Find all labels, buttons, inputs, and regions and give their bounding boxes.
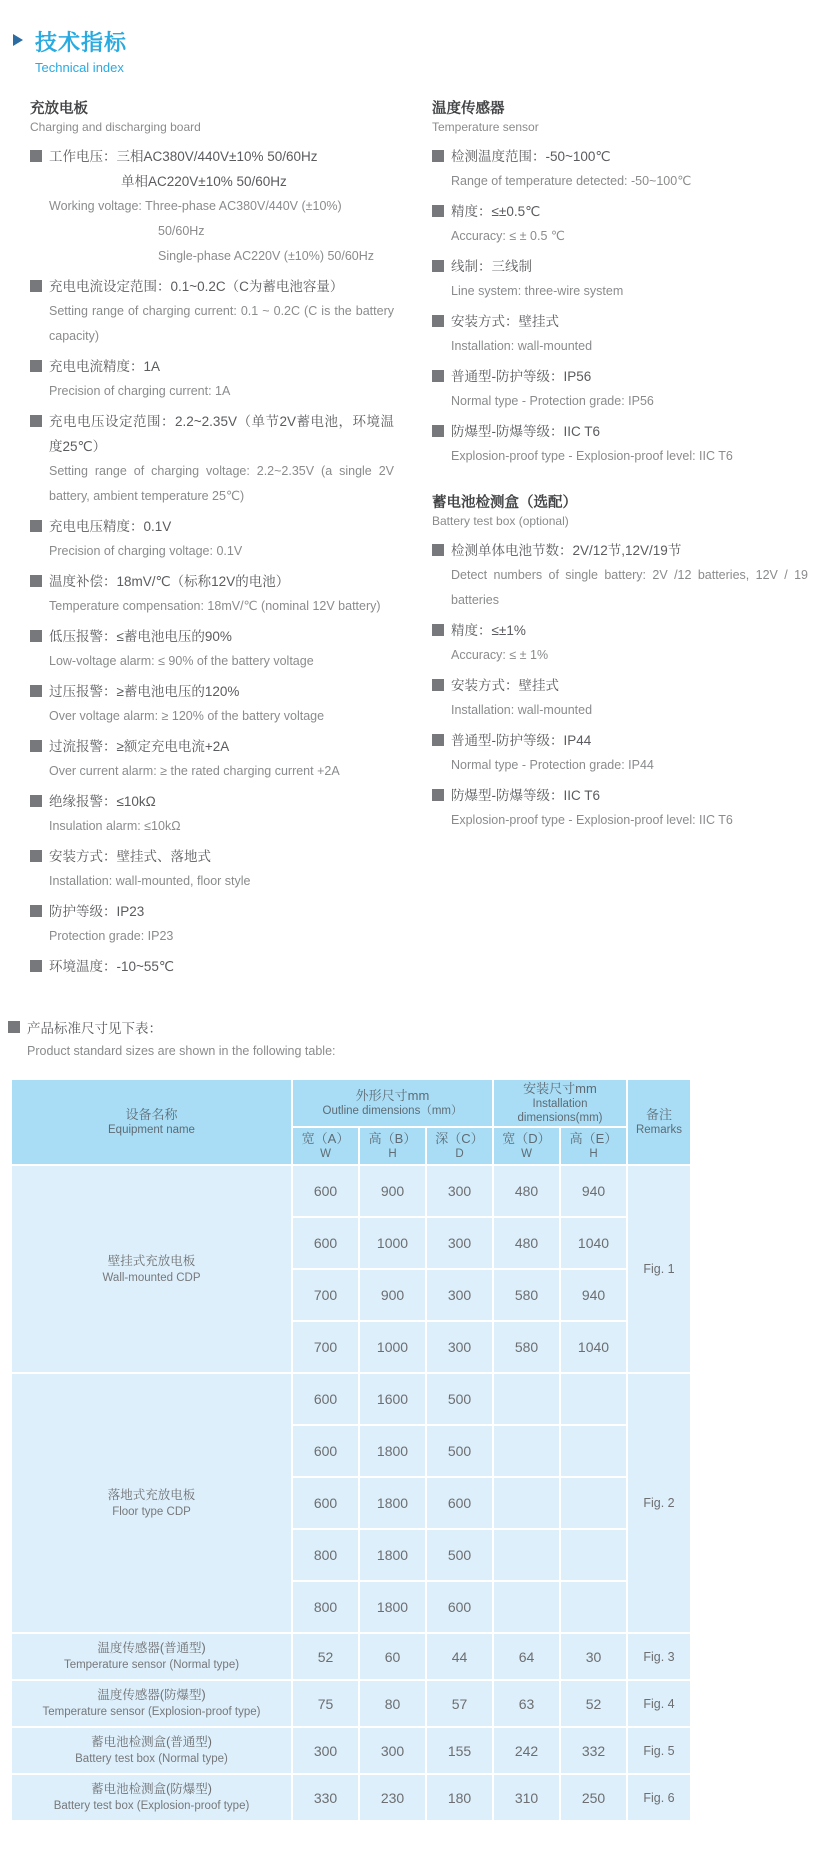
square-bullet-icon — [30, 740, 42, 752]
square-bullet-icon — [30, 360, 42, 372]
spec-en: Precision of charging voltage: 0.1V — [49, 544, 243, 558]
spec-en: Temperature compensation: 18mV/℃ (nominal 12V battery) — [49, 599, 381, 613]
dim-cell: 580 — [493, 1269, 560, 1321]
square-bullet-icon — [30, 850, 42, 862]
spec-en: Range of temperature detected: -50~100℃ — [451, 174, 692, 188]
spec-item-installation — [30, 844, 394, 894]
section-heading — [432, 491, 808, 528]
header-width-a — [292, 1127, 359, 1165]
spec-en: Protection grade: IP23 — [49, 929, 174, 943]
spec-zh: 充电电压设定范围：2.2~2.35V（单节2V蓄电池，环境温度25℃） — [49, 414, 394, 454]
spec-en: Detect numbers of single battery: 2V /12 batteries, 12V / 19 batteries — [451, 568, 808, 607]
equipment-name-cell — [11, 1680, 292, 1727]
square-bullet-icon — [432, 315, 444, 327]
spec-item-accuracy — [432, 199, 808, 249]
spec-en: Normal type - Protection grade: IP44 — [451, 758, 654, 772]
remark-cell: Fig. 3 — [627, 1633, 691, 1680]
spec-en: Setting range of charging current: 0.1 ~ 0.2C (C is the battery capacity) — [49, 304, 394, 343]
spec-en: Explosion-proof type - Explosion-proof level: IIC T6 — [451, 813, 733, 827]
dim-cell: 1600 — [359, 1373, 426, 1425]
spec-zh: 充电电流精度：1A — [49, 359, 161, 374]
dim-cell: 600 — [292, 1373, 359, 1425]
remark-cell: Fig. 2 — [627, 1373, 691, 1633]
spec-item-temperature-compensation — [30, 569, 394, 619]
dim-cell: 700 — [292, 1269, 359, 1321]
dim-cell: 1800 — [359, 1477, 426, 1529]
section-heading — [30, 97, 394, 134]
spec-en: Insulation alarm: ≤10kΩ — [49, 819, 181, 833]
equipment-name-cell — [11, 1727, 292, 1774]
spec-zh: 工作电压：三相AC380V/440V±10% 50/60Hz — [49, 149, 318, 164]
header-en: W — [320, 1148, 331, 1160]
spec-en: Installation: wall-mounted, floor style — [49, 874, 251, 888]
spec-zh: 检测单体电池节数：2V/12节,12V/19节 — [451, 543, 682, 558]
size-table — [10, 1078, 692, 1822]
dim-cell: 64 — [493, 1633, 560, 1680]
square-bullet-icon — [432, 260, 444, 272]
dim-cell: 580 — [493, 1321, 560, 1373]
dim-cell: 940 — [560, 1269, 627, 1321]
dim-cell — [560, 1529, 627, 1581]
equipment-name-cell — [11, 1165, 292, 1373]
spec-item-low-voltage-alarm — [30, 624, 394, 674]
equipment-zh: 温度传感器(防爆型) — [97, 1688, 206, 1702]
spec-zh: 充电电流设定范围：0.1~0.2C（C为蓄电池容量） — [49, 279, 344, 294]
dim-cell: 600 — [292, 1425, 359, 1477]
header-zh: 外形尺寸mm — [355, 1088, 430, 1103]
square-bullet-icon — [432, 624, 444, 636]
square-bullet-icon — [432, 544, 444, 556]
spec-zh: 防爆型-防爆等级：IIC T6 — [451, 424, 601, 439]
page-subtitle: Technical index — [35, 60, 124, 75]
spec-columns — [0, 97, 830, 984]
spec-zh: 防护等级：IP23 — [49, 904, 145, 919]
equipment-zh: 壁挂式充放电板 — [107, 1253, 196, 1268]
dim-cell — [560, 1425, 627, 1477]
header-height-e — [560, 1127, 627, 1165]
dim-cell: 1000 — [359, 1321, 426, 1373]
square-bullet-icon — [432, 370, 444, 382]
header-width-d — [493, 1127, 560, 1165]
note-en: Product standard sizes are shown in the following table: — [27, 1044, 336, 1058]
header-en: H — [388, 1148, 397, 1160]
equipment-en: Temperature sensor (Normal type) — [63, 1659, 240, 1671]
spec-item-over-current-alarm — [30, 734, 394, 784]
table-row — [11, 1727, 691, 1774]
dim-cell: 310 — [493, 1774, 560, 1821]
header-en: H — [589, 1148, 598, 1160]
spec-item-charge-voltage-range — [30, 409, 394, 509]
square-bullet-icon — [30, 280, 42, 292]
dim-cell: 600 — [426, 1581, 493, 1633]
square-bullet-icon — [30, 575, 42, 587]
spec-zh: 安装方式：壁挂式 — [451, 678, 559, 693]
spec-zh: 绝缘报警：≤10kΩ — [49, 794, 156, 809]
spec-item-explosion-proof-level — [432, 783, 808, 833]
spec-zh: 精度：≤±1% — [451, 623, 526, 638]
header-remarks — [627, 1079, 691, 1165]
dim-cell: 44 — [426, 1633, 493, 1680]
header-zh: 备注 — [645, 1107, 672, 1122]
dim-cell: 60 — [359, 1633, 426, 1680]
square-bullet-icon — [432, 425, 444, 437]
square-bullet-icon — [432, 679, 444, 691]
remark-cell: Fig. 1 — [627, 1165, 691, 1373]
dim-cell: 155 — [426, 1727, 493, 1774]
square-bullet-icon — [30, 960, 42, 972]
equipment-name-cell — [11, 1633, 292, 1680]
dim-cell: 480 — [493, 1217, 560, 1269]
header-zh: 设备名称 — [125, 1107, 178, 1122]
dim-cell — [560, 1581, 627, 1633]
dim-cell: 500 — [426, 1373, 493, 1425]
remark-cell: Fig. 4 — [627, 1680, 691, 1727]
spec-zh: 过压报警：≥蓄电池电压的120% — [49, 684, 240, 699]
spec-zh: 安装方式：壁挂式、落地式 — [49, 849, 211, 864]
dim-cell: 500 — [426, 1529, 493, 1581]
column-sensor-and-testbox — [432, 97, 808, 984]
section-title-en: Battery test box (optional) — [432, 514, 569, 528]
dim-cell: 230 — [359, 1774, 426, 1821]
spec-item-over-voltage-alarm — [30, 679, 394, 729]
dim-cell: 300 — [426, 1269, 493, 1321]
dim-cell: 300 — [426, 1217, 493, 1269]
spec-item-installation — [432, 673, 808, 723]
dim-cell: 800 — [292, 1581, 359, 1633]
header-installation-dimensions — [493, 1079, 627, 1127]
dim-cell — [493, 1373, 560, 1425]
header-outline-dimensions — [292, 1079, 493, 1127]
remark-cell: Fig. 5 — [627, 1727, 691, 1774]
square-bullet-icon — [30, 685, 42, 697]
header-depth-c — [426, 1127, 493, 1165]
square-bullet-icon — [30, 150, 42, 162]
spec-en-line2: 50/60Hz — [158, 224, 205, 238]
section-title-zh: 充放电板 — [30, 101, 88, 117]
spec-zh: 环境温度：-10~55℃ — [49, 959, 175, 974]
equipment-en: Temperature sensor (Explosion-proof type) — [42, 1706, 261, 1718]
dim-cell: 900 — [359, 1269, 426, 1321]
spec-item-battery-count — [432, 538, 808, 613]
spec-zh: 过流报警：≥额定充电电流+2A — [49, 739, 230, 754]
square-bullet-icon — [8, 1021, 20, 1033]
dim-cell — [493, 1581, 560, 1633]
square-bullet-icon — [30, 905, 42, 917]
spec-en: Explosion-proof type - Explosion-proof level: IIC T6 — [451, 449, 733, 463]
header-zh: 安装尺寸mm — [523, 1081, 597, 1096]
spec-item-explosion-proof-level — [432, 419, 808, 469]
header-zh: 高（B） — [368, 1131, 417, 1146]
spec-zh: 线制：三线制 — [451, 259, 532, 274]
doc-header — [13, 26, 830, 75]
square-bullet-icon — [432, 150, 444, 162]
spec-item-accuracy — [432, 618, 808, 668]
dim-cell: 1800 — [359, 1425, 426, 1477]
dim-cell: 332 — [560, 1727, 627, 1774]
square-bullet-icon — [30, 630, 42, 642]
equipment-name-cell — [11, 1774, 292, 1821]
dim-cell: 30 — [560, 1633, 627, 1680]
remark-cell: Fig. 6 — [627, 1774, 691, 1821]
header-en: D — [455, 1148, 464, 1160]
spec-zh-line2: 单相AC220V±10% 50/60Hz — [121, 174, 287, 189]
header-zh: 深（C） — [435, 1131, 484, 1146]
equipment-en: Battery test box (Normal type) — [75, 1753, 228, 1765]
dim-cell: 800 — [292, 1529, 359, 1581]
dim-cell: 700 — [292, 1321, 359, 1373]
table-header-row — [11, 1079, 691, 1127]
spec-zh: 普通型-防护等级：IP44 — [451, 733, 592, 748]
spec-en: Normal type - Protection grade: IP56 — [451, 394, 654, 408]
triangle-bullet-icon — [13, 34, 23, 46]
spec-en: Working voltage: Three-phase AC380V/440V (±10%) — [49, 199, 342, 213]
dim-cell: 242 — [493, 1727, 560, 1774]
dim-cell: 1040 — [560, 1217, 627, 1269]
dim-cell: 940 — [560, 1165, 627, 1217]
table-row — [11, 1680, 691, 1727]
square-bullet-icon — [432, 789, 444, 801]
page-title: 技术指标 — [35, 30, 128, 55]
spec-item-normal-protection-grade — [432, 728, 808, 778]
spec-zh: 精度：≤±0.5℃ — [451, 204, 541, 219]
equipment-name-cell — [11, 1373, 292, 1633]
spec-item-insulation-alarm — [30, 789, 394, 839]
spec-zh: 检测温度范围：-50~100℃ — [451, 149, 611, 164]
dim-cell: 300 — [292, 1727, 359, 1774]
dim-cell: 1040 — [560, 1321, 627, 1373]
spec-en: Installation: wall-mounted — [451, 339, 593, 353]
dim-cell: 80 — [359, 1680, 426, 1727]
spec-item-protection-grade — [30, 899, 394, 949]
spec-item-charge-current-precision — [30, 354, 394, 404]
spec-item-detect-range — [432, 144, 808, 194]
dim-cell: 52 — [292, 1633, 359, 1680]
section-title-zh: 温度传感器 — [432, 101, 505, 117]
spec-en: Precision of charging current: 1A — [49, 384, 231, 398]
equipment-zh: 蓄电池检测盒(防爆型) — [91, 1782, 212, 1796]
spec-zh: 普通型-防护等级：IP56 — [451, 369, 592, 384]
dim-cell: 75 — [292, 1680, 359, 1727]
equipment-en: Wall-mounted CDP — [102, 1271, 201, 1284]
dim-cell: 480 — [493, 1165, 560, 1217]
spec-zh: 充电电压精度：0.1V — [49, 519, 172, 534]
section-heading — [432, 97, 808, 134]
dim-cell: 600 — [292, 1217, 359, 1269]
square-bullet-icon — [432, 734, 444, 746]
square-bullet-icon — [30, 520, 42, 532]
spec-item-ambient-temperature — [30, 954, 394, 979]
dim-cell: 600 — [292, 1165, 359, 1217]
header-en: Outline dimensions（mm） — [322, 1105, 463, 1117]
dim-cell: 52 — [560, 1680, 627, 1727]
spec-item-working-voltage — [30, 144, 394, 269]
equipment-zh: 蓄电池检测盒(普通型) — [91, 1735, 212, 1749]
section-title-zh: 蓄电池检测盒（选配） — [432, 495, 577, 511]
spec-zh: 温度补偿：18mV/℃（标称12V的电池） — [49, 574, 290, 589]
header-en: Equipment name — [108, 1124, 195, 1136]
table-row — [11, 1165, 691, 1217]
dim-cell: 180 — [426, 1774, 493, 1821]
header-zh: 宽（A） — [301, 1131, 350, 1146]
section-title-en: Temperature sensor — [432, 120, 539, 134]
dim-cell: 63 — [493, 1680, 560, 1727]
dim-cell: 500 — [426, 1425, 493, 1477]
dim-cell: 250 — [560, 1774, 627, 1821]
spec-en: Accuracy: ≤ ± 0.5 ℃ — [451, 229, 565, 243]
header-en: Remarks — [635, 1124, 682, 1136]
table-note — [8, 1018, 830, 1062]
spec-zh: 防爆型-防爆等级：IIC T6 — [451, 788, 601, 803]
dim-cell: 330 — [292, 1774, 359, 1821]
dim-cell: 1800 — [359, 1529, 426, 1581]
spec-en-line3: Single-phase AC220V (±10%) 50/60Hz — [158, 249, 375, 263]
spec-en: Over voltage alarm: ≥ 120% of the battery voltage — [49, 709, 325, 723]
section-title-en: Charging and discharging board — [30, 120, 201, 134]
spec-en: Accuracy: ≤ ± 1% — [451, 648, 549, 662]
dim-cell — [560, 1373, 627, 1425]
spec-en: Line system: three-wire system — [451, 284, 624, 298]
dim-cell: 300 — [426, 1165, 493, 1217]
table-row — [11, 1633, 691, 1680]
dim-cell — [493, 1529, 560, 1581]
equipment-zh: 落地式充放电板 — [107, 1487, 196, 1502]
dim-cell: 300 — [426, 1321, 493, 1373]
spec-item-line-system — [432, 254, 808, 304]
equipment-en: Floor type CDP — [112, 1505, 191, 1518]
dim-cell: 900 — [359, 1165, 426, 1217]
spec-item-charge-current-range — [30, 274, 394, 349]
note-zh: 产品标准尺寸见下表： — [27, 1021, 162, 1036]
dim-cell — [493, 1477, 560, 1529]
dim-cell: 300 — [359, 1727, 426, 1774]
spec-en: Over current alarm: ≥ the rated charging current +2A — [49, 764, 340, 778]
dim-cell — [560, 1477, 627, 1529]
dim-cell: 600 — [426, 1477, 493, 1529]
spec-zh: 安装方式：壁挂式 — [451, 314, 559, 329]
spec-zh: 低压报警：≤蓄电池电压的90% — [49, 629, 232, 644]
spec-item-normal-protection-grade — [432, 364, 808, 414]
dim-cell: 600 — [292, 1477, 359, 1529]
title-wrap — [35, 26, 127, 75]
column-charging-board — [30, 97, 394, 984]
equipment-zh: 温度传感器(普通型) — [97, 1641, 206, 1655]
header-height-b — [359, 1127, 426, 1165]
spec-en: Low-voltage alarm: ≤ 90% of the battery voltage — [49, 654, 314, 668]
header-en: Installation dimensions(mm) — [517, 1098, 603, 1124]
spec-en: Installation: wall-mounted — [451, 703, 593, 717]
dim-cell — [493, 1425, 560, 1477]
square-bullet-icon — [30, 415, 42, 427]
square-bullet-icon — [30, 795, 42, 807]
spec-item-installation — [432, 309, 808, 359]
spec-item-charge-voltage-precision — [30, 514, 394, 564]
spec-en: Setting range of charging voltage: 2.2~2.35V (a single 2V battery, ambient temperature 25℃) — [49, 464, 394, 503]
dim-cell: 1000 — [359, 1217, 426, 1269]
square-bullet-icon — [432, 205, 444, 217]
header-equipment-name — [11, 1079, 292, 1165]
dim-cell: 1800 — [359, 1581, 426, 1633]
header-zh: 高（E） — [569, 1131, 618, 1146]
equipment-en: Battery test box (Explosion-proof type) — [53, 1800, 250, 1812]
table-row — [11, 1774, 691, 1821]
header-zh: 宽（D） — [502, 1131, 551, 1146]
table-row — [11, 1373, 691, 1425]
dim-cell: 57 — [426, 1680, 493, 1727]
header-en: W — [521, 1148, 532, 1160]
